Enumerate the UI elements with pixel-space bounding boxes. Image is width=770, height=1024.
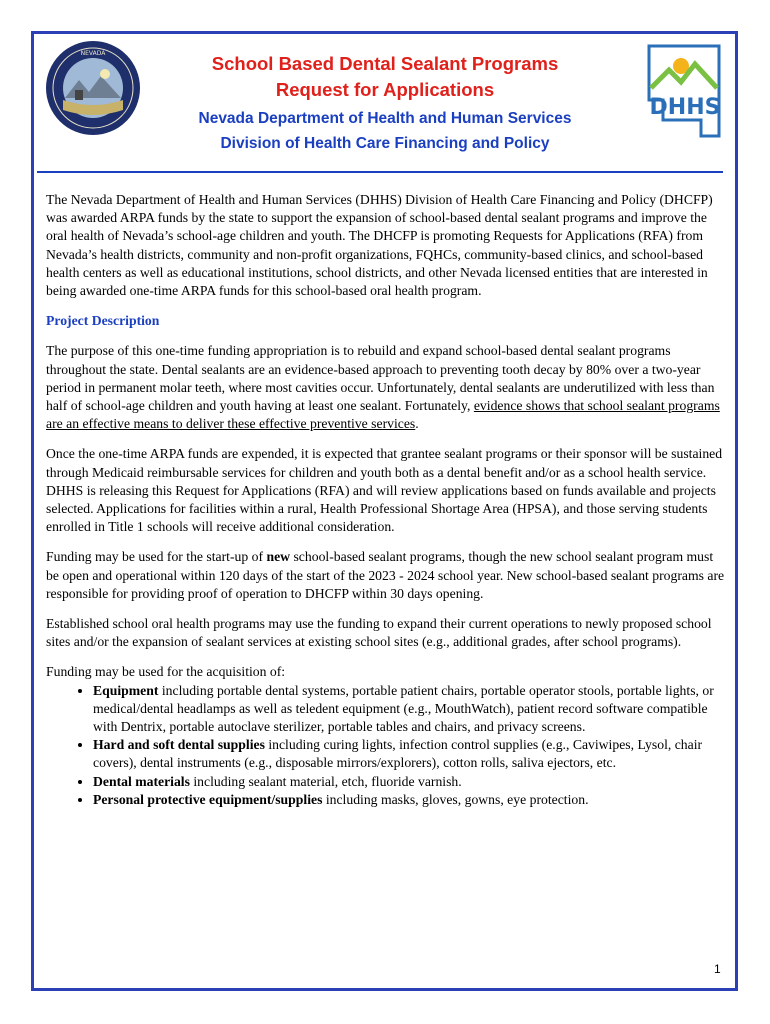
department-heading	[0, 106, 770, 156]
purpose-paragraph	[46, 342, 726, 433]
project-description-heading: Project Description	[46, 313, 160, 329]
startup-post: school-based sealant programs, though the new school sealant program must be open and operational within 120 days of the start of the 2023 - 2024 school year. New school-based sealant programs are responsible for providing proof of operation to DHCFP within 30 days opening.	[46, 549, 725, 601]
header-rule	[37, 171, 723, 173]
list-item	[93, 773, 726, 791]
dept-line-1: Nevada Department of Health and Human Services	[198, 110, 572, 127]
title-line-2: Request for Applications	[275, 79, 495, 100]
list-item-text: including masks, gloves, gowns, eye protection.	[322, 791, 589, 807]
established-paragraph: Established school oral health programs may use the funding to expand their current operations to newly proposed school sites and/or the expansion of sealant services at existing school sites (e.g., additional grades, after school programs).	[46, 616, 712, 650]
startup-pre: Funding may be used for the start-up of	[46, 549, 267, 565]
acquisition-lead: Funding may be used for the acquisition of:	[46, 664, 286, 680]
list-item-bold: Equipment	[93, 682, 159, 698]
list-item-text: including portable dental systems, portable patient chairs, portable operator stools, portable lights, or medical/dental headlamps as well as teledent equipment (e.g., MouthWatch), patient record software compatible with Dentrix, portable autoclave sterilizer, portable tables and chairs, and privacy screens.	[93, 682, 714, 735]
title-line-1: School Based Dental Sealant Programs	[211, 53, 559, 74]
startup-bold: new	[266, 549, 291, 565]
page-number: 1	[714, 962, 721, 976]
intro-paragraph: The Nevada Department of Health and Human Services (DHHS) Division of Health Care Financing and Policy (DHCFP) was awarded ARPA funds by the state to support the expansion of school-based dental sealant programs and improve the oral health of Nevada’s school-age children and youth. The DHCFP is promoting Requests for Applications (RFA) from Nevada’s health districts, community and non-profit organizations, FQHCs, community-based clinics, and school-based health centers as well as educational institutions, school districts, and other Nevada licensed entities that are interested in being awarded one-time ARPA funds for this school-based oral health program.	[46, 192, 713, 299]
dept-line-2: Division of Health Care Financing and Policy	[220, 135, 550, 152]
list-item-text: including sealant material, etch, fluoride varnish.	[189, 773, 462, 789]
list-item-bold: Personal protective equipment/supplies	[93, 791, 323, 807]
purpose-text: The purpose of this one-time funding appropriation is to rebuild and expand school-based dental sealant programs throughout the state. Dental sealants are an evidence-based approach to preventing tooth decay by 80% over a two-year period in permanent molar teeth, where most cavities occur. Unfortunately, dental sealants are underutilized with less than half of school-age children and youth having at least one sealant. Fortunately,	[46, 343, 715, 414]
list-item-bold: Hard and soft dental supplies	[93, 737, 265, 753]
list-item	[93, 736, 726, 772]
list-item	[93, 791, 726, 809]
document-title	[0, 51, 770, 103]
document-body	[46, 191, 726, 809]
list-item-bold: Dental materials	[93, 773, 190, 789]
purpose-end: .	[415, 416, 419, 432]
seal-label: NEVADA	[80, 50, 106, 57]
list-item-text: including curing lights, infection control supplies (e.g., Caviwipes, Lysol, chair covers), dental instruments (e.g., disposable mirrors/explorers), cotton rolls, saliva ejectors, etc.	[93, 737, 703, 771]
funding-list	[46, 682, 726, 809]
logo-text: DHHS	[649, 95, 721, 120]
purpose-underlined-text: evidence shows that school sealant programs are an effective means to deliver these effective preventive services	[46, 398, 720, 432]
list-item	[93, 682, 726, 737]
startup-paragraph	[46, 548, 726, 603]
sustain-paragraph: Once the one-time ARPA funds are expended, it is expected that grantee sealant programs or their sponsor will be sustained through Medicaid reimbursable services for children and youth both as a dental benefit and/or as a school health service. DHHS is releasing this Request for Applications (RFA) and will review applications based on funds available and projects selected. Applications for facilities within a rural, Health Professional Shortage Area (HPSA), and those serving students enrolled in Title 1 schools will receive additional consideration.	[46, 446, 723, 535]
